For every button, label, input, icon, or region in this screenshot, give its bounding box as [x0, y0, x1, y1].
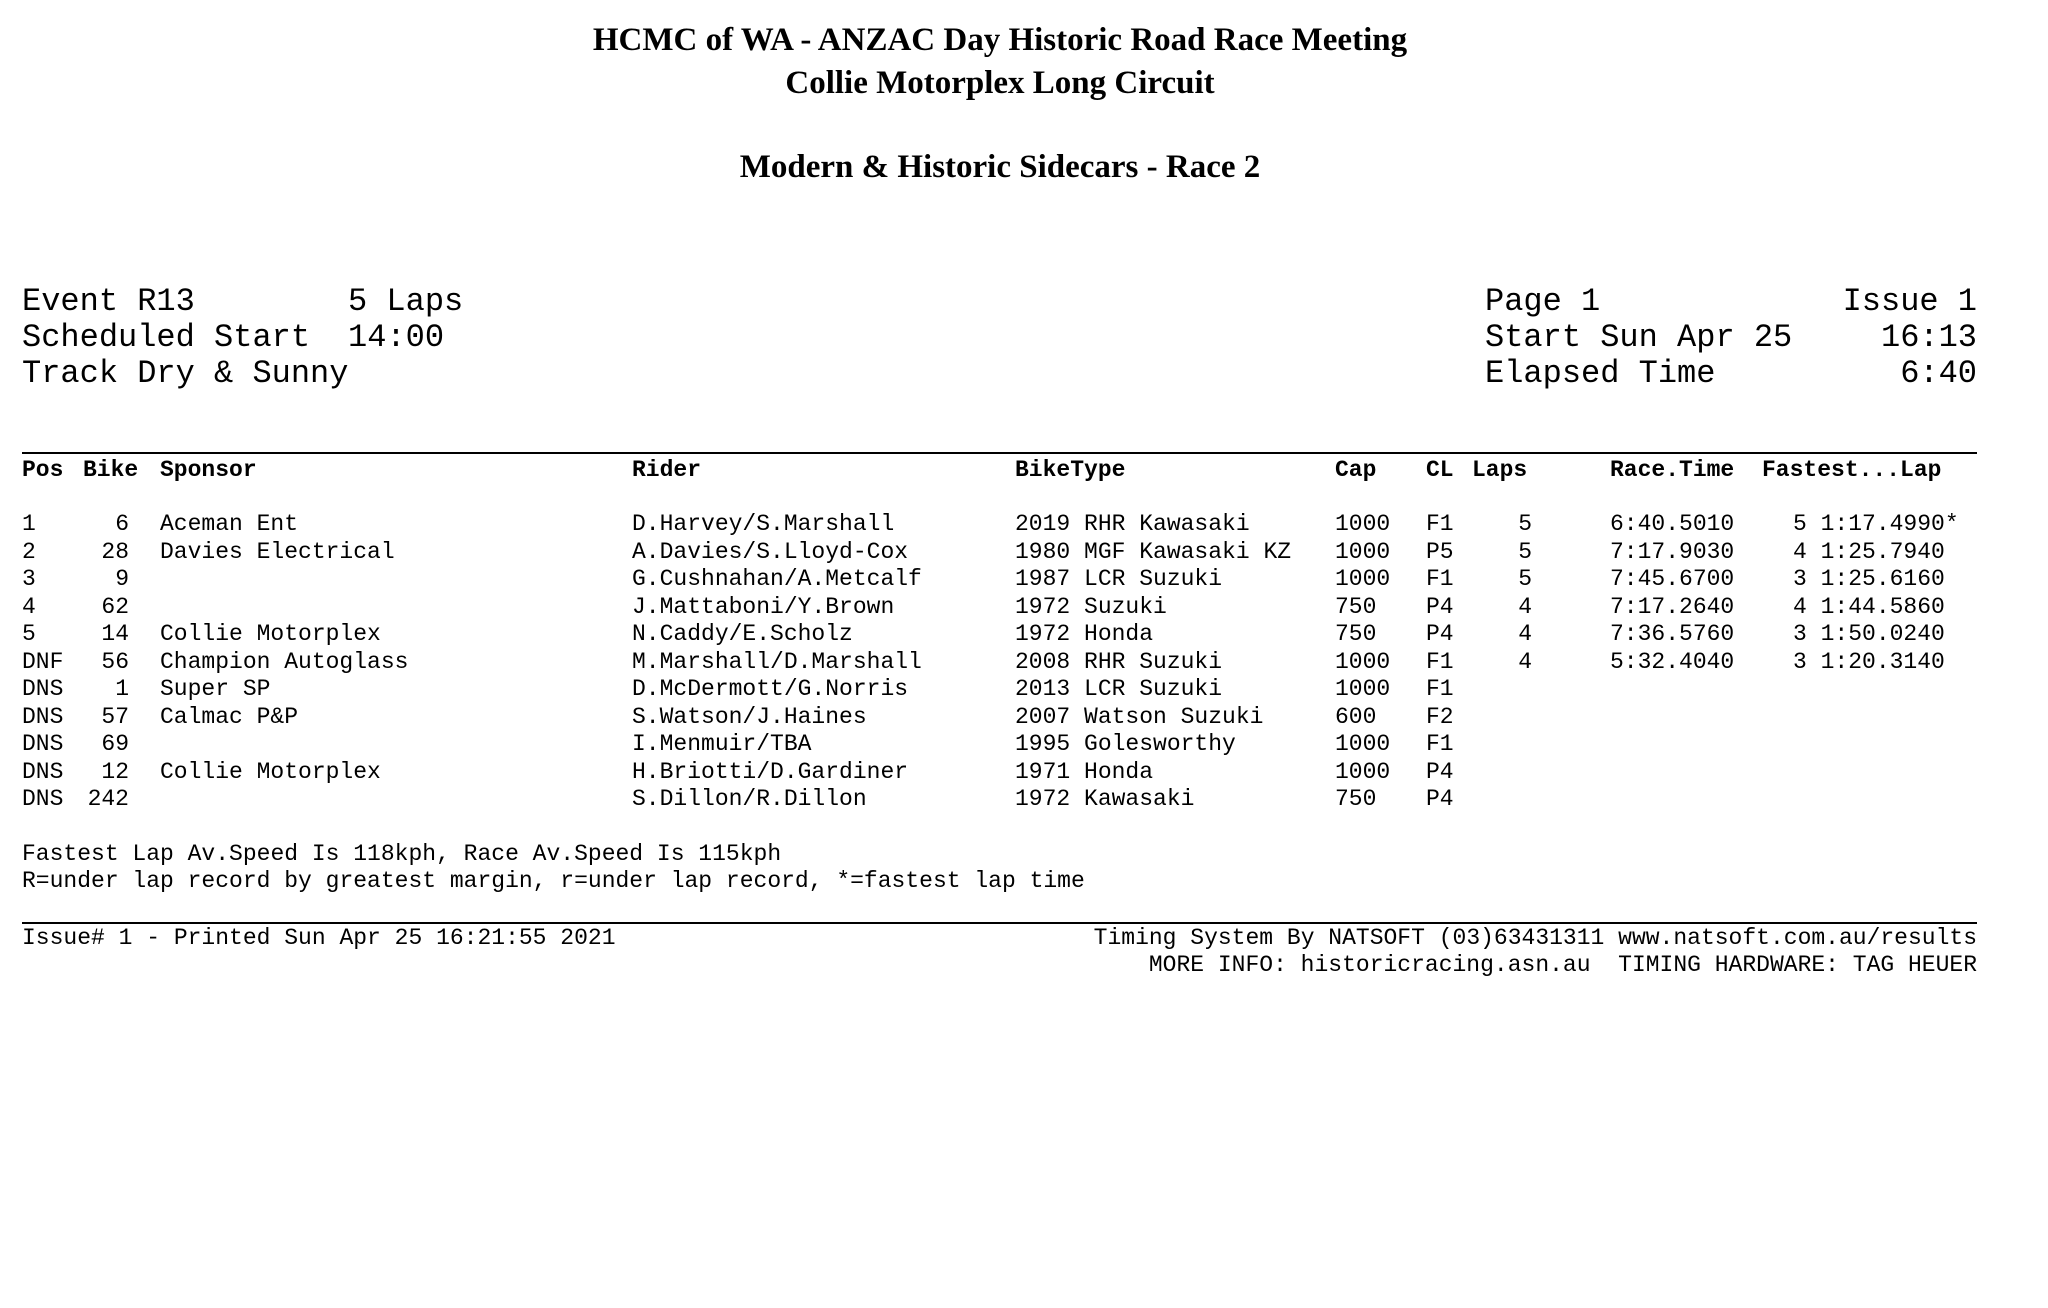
cap-cell: 1000	[1335, 676, 1391, 702]
col-biketype: BikeType	[1015, 457, 1126, 483]
col-racetime: Race.Time	[1610, 457, 1735, 483]
pos-cell: 4	[22, 593, 36, 620]
table-row	[0, 759, 2000, 787]
cap-cell: 1000	[1335, 758, 1391, 785]
fastest-lap-cell: 3 1:50.0240	[1793, 621, 1945, 647]
page-number: Page 1	[1485, 283, 1601, 320]
bike-cell: 57	[101, 703, 129, 730]
fastest-lap-cell: 5 1:17.4990*	[1793, 511, 1959, 537]
pos-cell: DNS	[22, 758, 64, 785]
event-label: Event R13	[22, 283, 195, 320]
laps-cell: 4	[1518, 648, 1532, 675]
rider-cell: G.Cushnahan/A.Metcalf	[632, 566, 922, 592]
bike-cell: 69	[101, 731, 129, 757]
col-cl: CL	[1426, 457, 1454, 483]
col-cap: Cap	[1335, 457, 1377, 483]
header-rule	[22, 452, 1977, 454]
sponsor-cell: Collie Motorplex	[160, 621, 381, 647]
race-title: Modern & Historic Sidecars - Race 2	[739, 149, 1261, 185]
col-sponsor: Sponsor	[160, 457, 257, 483]
pos-cell: DNS	[22, 676, 64, 702]
col-bike: Bike	[83, 457, 139, 483]
pos-cell: 2	[22, 538, 36, 565]
fastest-lap-cell: 4 1:44.5860	[1793, 593, 1945, 620]
issue-number: Issue 1	[1842, 283, 1977, 320]
average-speed-note: Fastest Lap Av.Speed Is 118kph, Race Av.Speed Is 115kph	[22, 841, 782, 867]
printed-info: Issue# 1 - Printed Sun Apr 25 16:21:55 2021	[22, 925, 616, 951]
track-conditions: Track Dry & Sunny	[22, 355, 349, 392]
bike-cell: 9	[115, 566, 129, 592]
table-row	[0, 511, 2000, 539]
sponsor-cell: Collie Motorplex	[160, 758, 381, 785]
biketype-cell: 1972 Honda	[1015, 621, 1154, 647]
fastest-lap-cell: 3 1:25.6160	[1793, 566, 1945, 592]
cap-cell: 1000	[1335, 566, 1391, 592]
class-cell: F1	[1426, 731, 1454, 757]
bike-cell: 6	[115, 511, 129, 537]
bike-cell: 62	[101, 593, 129, 620]
laps-cell: 4	[1518, 621, 1532, 647]
event-laps: 5 Laps	[348, 283, 464, 320]
racetime-cell: 7:17.2640	[1610, 593, 1735, 620]
class-cell: F1	[1426, 566, 1454, 592]
biketype-cell: 1972 Kawasaki	[1015, 786, 1195, 812]
meeting-title: HCMC of WA - ANZAC Day Historic Road Race Meeting	[592, 22, 1408, 58]
sponsor-cell: Calmac P&P	[160, 703, 299, 730]
rider-cell: S.Watson/J.Haines	[632, 703, 867, 730]
class-cell: P4	[1426, 758, 1454, 785]
class-cell: F1	[1426, 648, 1454, 675]
rider-cell: D.McDermott/G.Norris	[632, 676, 909, 702]
start-date-label: Start Sun Apr 25	[1485, 319, 1793, 356]
laps-cell: 5	[1518, 566, 1532, 592]
racetime-cell: 5:32.4040	[1610, 648, 1735, 675]
biketype-cell: 1980 MGF Kawasaki KZ	[1015, 538, 1292, 565]
racetime-cell: 7:17.9030	[1610, 538, 1735, 565]
rider-cell: D.Harvey/S.Marshall	[632, 511, 895, 537]
cap-cell: 1000	[1335, 511, 1391, 537]
table-row	[0, 594, 2000, 622]
table-row	[0, 704, 2000, 732]
rider-cell: A.Davies/S.Lloyd-Cox	[632, 538, 909, 565]
class-cell: P4	[1426, 621, 1454, 647]
elapsed-time-label: Elapsed Time	[1485, 355, 1716, 392]
fastest-lap-cell: 4 1:25.7940	[1793, 538, 1945, 565]
lap-record-legend: R=under lap record by greatest margin, r=under lap record, *=fastest lap time	[22, 868, 1085, 894]
pos-cell: DNS	[22, 703, 64, 730]
scheduled-start-label: Scheduled Start	[22, 319, 311, 356]
biketype-cell: 2007 Watson Suzuki	[1015, 703, 1264, 730]
pos-cell: DNF	[22, 648, 64, 675]
table-row	[0, 676, 2000, 704]
pos-cell: 3	[22, 566, 36, 592]
cap-cell: 750	[1335, 621, 1377, 647]
table-row	[0, 621, 2000, 649]
biketype-cell: 1987 LCR Suzuki	[1015, 566, 1223, 592]
cap-cell: 600	[1335, 703, 1377, 730]
rider-cell: M.Marshall/D.Marshall	[632, 648, 922, 675]
racetime-cell: 7:36.5760	[1610, 621, 1735, 647]
racetime-cell: 6:40.5010	[1610, 511, 1735, 537]
bike-cell: 12	[101, 758, 129, 785]
class-cell: P5	[1426, 538, 1454, 565]
bike-cell: 56	[101, 648, 129, 675]
biketype-cell: 2019 RHR Kawasaki	[1015, 511, 1250, 537]
racetime-cell: 7:45.6700	[1610, 566, 1735, 592]
class-cell: F1	[1426, 676, 1454, 702]
fastest-lap-cell: 3 1:20.3140	[1793, 648, 1945, 675]
cap-cell: 1000	[1335, 731, 1391, 757]
rider-cell: H.Briotti/D.Gardiner	[632, 758, 909, 785]
laps-cell: 5	[1518, 538, 1532, 565]
timing-system-info: Timing System By NATSOFT (03)63431311 www.natsoft.com.au/results	[1093, 925, 1977, 951]
biketype-cell: 2013 LCR Suzuki	[1015, 676, 1223, 702]
cap-cell: 750	[1335, 593, 1377, 620]
pos-cell: DNS	[22, 731, 64, 757]
scheduled-start-time: 14:00	[348, 319, 445, 356]
bike-cell: 14	[101, 621, 129, 647]
class-cell: F2	[1426, 703, 1454, 730]
bike-cell: 28	[101, 538, 129, 565]
rider-cell: I.Menmuir/TBA	[632, 731, 812, 757]
col-laps: Laps	[1472, 457, 1528, 483]
sponsor-cell: Davies Electrical	[160, 538, 395, 565]
laps-cell: 5	[1518, 511, 1532, 537]
sponsor-cell: Aceman Ent	[160, 511, 299, 537]
table-row	[0, 539, 2000, 567]
more-info: MORE INFO: historicracing.asn.au TIMING HARDWARE: TAG HEUER	[1148, 952, 1977, 978]
biketype-cell: 1971 Honda	[1015, 758, 1154, 785]
col-pos: Pos	[22, 457, 64, 483]
start-time: 16:13	[1880, 319, 1977, 356]
circuit-title: Collie Motorplex Long Circuit	[785, 65, 1215, 101]
biketype-cell: 1995 Golesworthy	[1015, 731, 1236, 757]
pos-cell: DNS	[22, 786, 64, 812]
footer-rule	[22, 922, 1977, 924]
table-row	[0, 786, 2000, 814]
biketype-cell: 1972 Suzuki	[1015, 593, 1167, 620]
col-rider: Rider	[632, 457, 702, 483]
class-cell: P4	[1426, 593, 1454, 620]
table-row	[0, 566, 2000, 594]
sponsor-cell: Champion Autoglass	[160, 648, 409, 675]
rider-cell: S.Dillon/R.Dillon	[632, 786, 867, 812]
rider-cell: N.Caddy/E.Scholz	[632, 621, 853, 647]
pos-cell: 1	[22, 511, 36, 537]
rider-cell: J.Mattaboni/Y.Brown	[632, 593, 895, 620]
sponsor-cell: Super SP	[160, 676, 271, 702]
table-row	[0, 649, 2000, 677]
cap-cell: 1000	[1335, 538, 1391, 565]
class-cell: P4	[1426, 786, 1454, 812]
cap-cell: 750	[1335, 786, 1377, 812]
col-fastest-lap: Fastest...Lap	[1762, 457, 1942, 483]
bike-cell: 1	[115, 676, 129, 702]
class-cell: F1	[1426, 511, 1454, 537]
biketype-cell: 2008 RHR Suzuki	[1015, 648, 1223, 675]
pos-cell: 5	[22, 621, 36, 647]
cap-cell: 1000	[1335, 648, 1391, 675]
bike-cell: 242	[87, 786, 129, 812]
table-row	[0, 731, 2000, 759]
elapsed-time-value: 6:40	[1900, 355, 1977, 392]
laps-cell: 4	[1518, 593, 1532, 620]
